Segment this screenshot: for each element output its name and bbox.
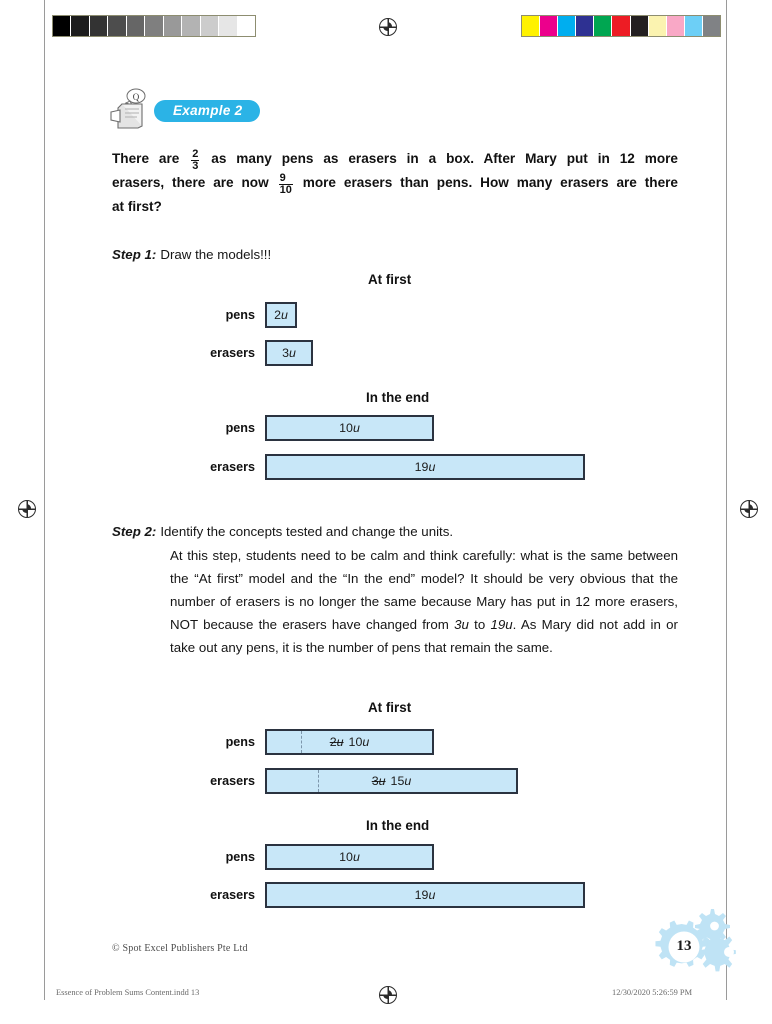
example-header <box>108 88 428 130</box>
model-bar <box>265 454 585 480</box>
page-number-badge <box>648 905 744 983</box>
step-1-text: Draw the models!!! <box>160 247 272 262</box>
svg-text:Q: Q <box>132 92 140 102</box>
movie-camera-document-icon <box>108 88 156 130</box>
model-bar <box>265 729 434 755</box>
model-bar-value: 19u <box>414 460 436 474</box>
problem-text-2a: erasers, there are now <box>112 175 269 190</box>
step-2-unit-3u: 3u <box>454 617 469 632</box>
fraction-denominator: 10 <box>279 184 292 196</box>
model-row-label: erasers <box>210 346 255 360</box>
step-2 <box>112 520 678 659</box>
model-bar-value: 3u <box>282 346 296 360</box>
copyright-notice: © Spot Excel Publishers Pte Ltd <box>112 943 248 954</box>
model-title: In the end <box>366 818 430 833</box>
fraction-nine-tenths <box>279 173 293 196</box>
step-2-paragraph <box>170 544 678 659</box>
model-bar-value: 10u <box>339 850 360 864</box>
model-bar-divider <box>318 770 319 792</box>
model-bar-divider <box>301 731 302 753</box>
example-badge: Example 2 <box>154 100 260 122</box>
step-2-paragraph-part-2: to <box>474 617 486 632</box>
model-bar-value: 2u 10u <box>329 735 370 749</box>
model-title: At first <box>368 272 412 287</box>
model-bar-value: 3u 15u <box>371 774 412 788</box>
model-row-label: erasers <box>210 888 255 902</box>
problem-text-1b: as many pens as erasers in a box. After Mary put in 12 more <box>211 151 678 166</box>
step-2-paragraph-part-3: . As Mary did not add in or take out any pens, it is the number of pens that remain the same. <box>170 617 678 655</box>
step-2-heading: Identify the concepts tested and change the units. <box>160 524 454 539</box>
problem-text-3: at first? <box>112 199 162 214</box>
model-row-label: pens <box>225 850 255 864</box>
model-bar <box>265 340 313 366</box>
model-row-label: pens <box>225 735 255 749</box>
slug-filename: Essence of Problem Sums Content.indd 13 <box>56 988 200 997</box>
step-2-unit-19u: 19u <box>490 617 513 632</box>
model-bar <box>265 882 585 908</box>
model-title: At first <box>368 700 412 715</box>
model-bar <box>265 844 434 870</box>
model-bar-value: 19u <box>414 888 436 902</box>
model-row-label: pens <box>225 421 255 435</box>
model-bar-value: 2u <box>274 308 288 322</box>
model-title: In the end <box>366 390 430 405</box>
model-row-label: erasers <box>210 774 255 788</box>
model-row-label: erasers <box>210 460 255 474</box>
model-bar <box>265 302 297 328</box>
fraction-two-thirds <box>191 149 199 172</box>
step-1 <box>112 243 672 266</box>
fraction-denominator: 3 <box>192 160 199 172</box>
step-1-label: Step 1: <box>112 247 157 262</box>
step-2-paragraph-part-1: At this step, students need to be calm and think carefully: what is the same between the “At first” model and the “In the end” model? It should be very obvious that the number of erasers is no longer the same because Mary has put in 12 more erasers, NOT because the erasers have changed from <box>170 548 678 632</box>
step-2-label: Step 2: <box>112 524 157 539</box>
model-row-label: pens <box>225 308 255 322</box>
model-bar-value: 10u <box>339 421 360 435</box>
slug-timestamp: 12/30/2020 5:26:59 PM <box>612 988 693 997</box>
problem-text-2b: more erasers than pens. How many erasers are there <box>302 175 678 190</box>
model-bar <box>265 768 518 794</box>
problem-text-1a: There are <box>112 151 180 166</box>
problem-statement <box>112 148 678 218</box>
page-number: 13 <box>676 937 692 954</box>
fraction-numerator: 9 <box>279 172 286 184</box>
model-bar <box>265 415 434 441</box>
fraction-numerator: 2 <box>192 148 199 160</box>
